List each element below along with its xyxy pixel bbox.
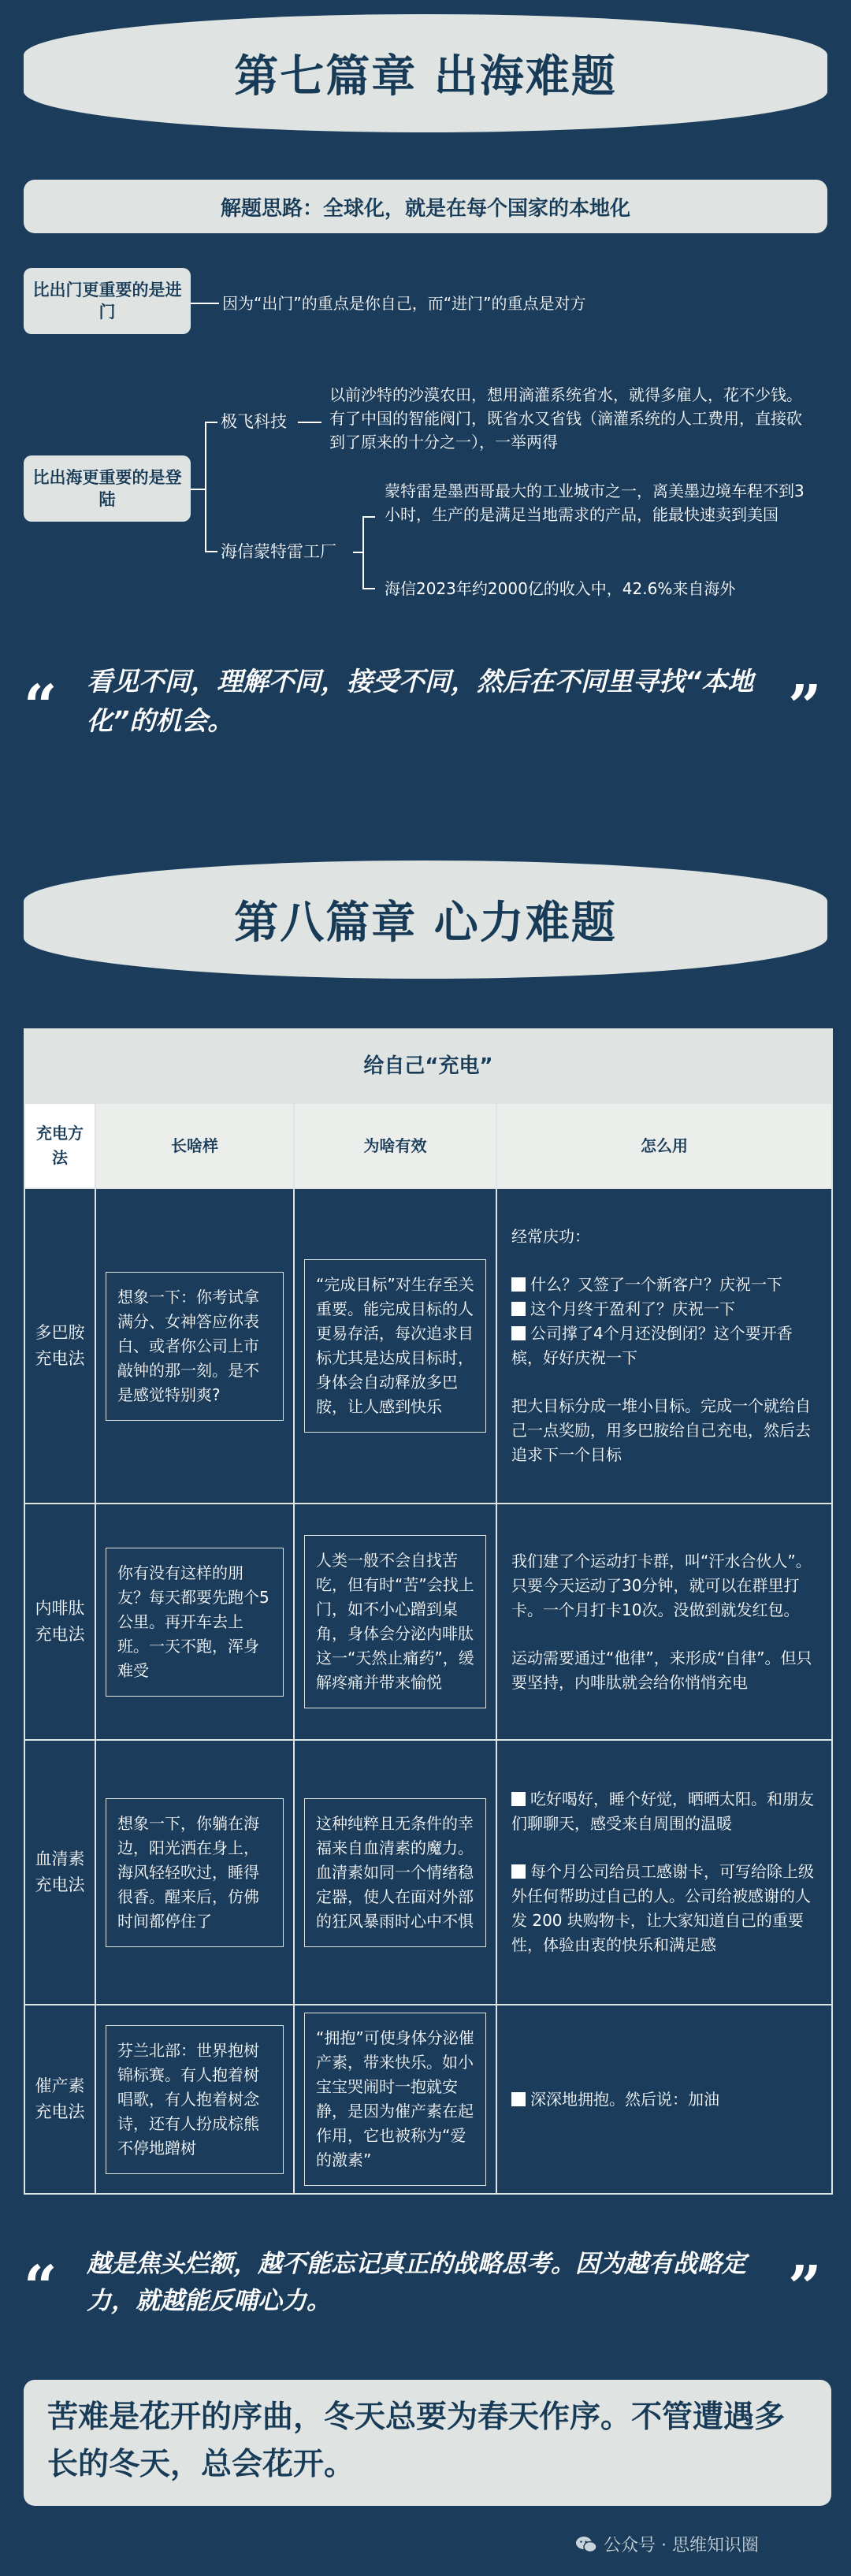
- table-row: [24, 2005, 832, 2194]
- node-landing: 比出海更重要的是登陆: [24, 455, 191, 522]
- row-how-p2: 运动需要通过“他律”，来形成“自律”。但只要坚持，内啡肽就会给你悄悄充电: [511, 1648, 812, 1692]
- row-method: 内啡肽充电法: [24, 1504, 95, 1740]
- footer-source: [575, 2532, 759, 2556]
- row-why: “完成目标”对生存至关重要。能完成目标的人更易存活，每次追求目标尤其是达成目标时，身体会自动释放多巴胺，让人感到快乐: [304, 1259, 486, 1433]
- connector-line: [353, 552, 362, 553]
- chapter8-quote: [24, 2246, 827, 2340]
- row-how-outro: 把大目标分成一堆小目标。完成一个就给自己一点奖励，用多巴胺给自己充电，然后去追求下一个目标: [511, 1396, 811, 1464]
- chapter7-banner: [24, 14, 827, 132]
- square-bullet-icon: [511, 1864, 526, 1879]
- connector-line: [362, 516, 375, 518]
- row-method: 血清素充电法: [24, 1740, 95, 2005]
- chapter8-banner: [24, 861, 827, 979]
- list-item: 吃好喝好，睡个好觉，晒晒太阳。和朋友们聊聊天，感受来自周围的温暖: [511, 1790, 814, 1833]
- connector-line: [298, 422, 321, 423]
- close-quote-icon: ”: [788, 2254, 822, 2321]
- table-row: [24, 1740, 832, 2005]
- charging-table: [24, 1028, 833, 2195]
- square-bullet-icon: [511, 1277, 526, 1292]
- list-item: 深深地拥抱。然后说：加油: [511, 2087, 817, 2112]
- square-bullet-icon: [511, 1326, 526, 1340]
- square-bullet-icon: [511, 1302, 526, 1316]
- row-method: 催产素充电法: [24, 2005, 95, 2194]
- connector-line: [191, 303, 219, 304]
- branch-hisense-desc-1: 蒙特雷是墨西哥最大的工业城市之一，离美墨边境车程不到3小时，生产的是满足当地需求的产品，能最快速卖到美国: [385, 481, 805, 524]
- table-row: [24, 1504, 832, 1740]
- chapter8-title: 第八篇章 心力难题: [234, 898, 617, 949]
- header-look: 长啥样: [95, 1103, 294, 1188]
- square-bullet-icon: [511, 2092, 526, 2106]
- row-why: 这种纯粹且无条件的幸福来自血清素的魔力。血清素如同一个情绪稳定器，使人在面对外部的狂风暴雨时心中不惧: [304, 1798, 486, 1947]
- wechat-icon: [575, 2536, 597, 2553]
- open-quote-icon: “: [24, 673, 58, 741]
- row-how-p1: 我们建了个运动打卡群，叫“汗水合伙人”。只要今天运动了30分钟，就可以在群里打卡。一个月打卡10次。没做到就发红包。: [511, 1551, 812, 1619]
- connector-line: [362, 516, 364, 589]
- header-why: 为啥有效: [294, 1103, 496, 1188]
- open-quote-icon: “: [24, 2254, 58, 2321]
- connector-line: [205, 422, 206, 552]
- closing-statement: 苦难是花开的序曲，冬天总要为春天作序。不管遭遇多长的冬天，总会花开。: [24, 2380, 831, 2506]
- connector-line: [205, 422, 217, 423]
- branch-hisense-desc-2: 海信2023年约2000亿的收入中，42.6%来自海外: [385, 579, 736, 598]
- footer-text: 公众号 · 思维知识圈: [604, 2536, 759, 2556]
- chapter7-quote-text: 看见不同，理解不同，接受不同，然后在不同里寻找“本地化”的机会。: [87, 666, 754, 736]
- row-method: 多巴胺充电法: [24, 1188, 95, 1504]
- list-item: 什么？又签了一个新客户？庆祝一下: [511, 1273, 817, 1297]
- list-item: 每个月公司给员工感谢卡，可写给除上级外任何帮助过自己的人。公司给被感谢的人发 200 块购物卡，让大家知道自己的重要性，体验由衷的快乐和满足感: [511, 1862, 814, 1954]
- row-how-intro: 经常庆功：: [511, 1227, 590, 1246]
- row-why: “拥抱”可使身体分泌催产素，带来快乐。如小宝宝哭闹时一抱就安静，是因为催产素在起作用，它也被称为“爱的激素”: [304, 2013, 486, 2186]
- row-look: 芬兰北部：世界抱树锦标赛。有人抱着树唱歌，有人抱着树念诗，还有人扮成棕熊不停地蹭树: [106, 2025, 284, 2174]
- branch-hisense: 海信蒙特雷工厂: [221, 542, 336, 561]
- row-look: 想象一下：你考试拿满分、女神答应你表白、或者你公司上市敲钟的那一刻。是不是感觉特别爽?: [106, 1272, 284, 1421]
- connector-line: [205, 551, 217, 552]
- connector-line: [362, 588, 375, 589]
- connector-line: [191, 489, 206, 490]
- header-how: 怎么用: [496, 1103, 832, 1188]
- node-enter-door-desc: 因为“出门”的重点是你自己，而“进门”的重点是对方: [222, 294, 586, 313]
- row-look: 你有没有这样的朋友？每天都要先跑个5公里。再开车去上班。一天不跑，浑身难受: [106, 1548, 284, 1697]
- row-why: 人类一般不会自找苦吃，但有时“苦”会找上门，如不小心蹭到桌角，身体会分泌内啡肽这一“天然止痛药”，缓解疼痛并带来愉悦: [304, 1535, 486, 1708]
- close-quote-icon: ”: [788, 673, 822, 741]
- table-row: [24, 1188, 832, 1504]
- node-enter-door: 比出门更重要的是进门: [24, 268, 191, 334]
- table-title: 给自己“充电”: [24, 1029, 832, 1103]
- square-bullet-icon: [511, 1792, 526, 1806]
- chapter7-title: 第七篇章 出海难题: [234, 51, 617, 102]
- chapter8-quote-text: 越是焦头烂额，越不能忘记真正的战略思考。因为越有战略定力，就越能反哺心力。: [87, 2250, 746, 2315]
- list-item: 公司撑了4个月还没倒闭？这个要开香槟，好好庆祝一下: [511, 1324, 793, 1367]
- list-item: 这个月终于盈利了？庆祝一下: [511, 1297, 817, 1321]
- chapter7-approach: 解题思路：全球化，就是在每个国家的本地化: [24, 180, 827, 233]
- chapter7-quote: [24, 662, 827, 756]
- branch-xag-desc: 以前沙特的沙漠农田，想用滴灌系统省水，就得多雇人，花不少钱。有了中国的智能阀门，既省水又省钱（滴灌系统的人工费用，直接砍到了原来的十分之一），一举两得: [329, 385, 802, 452]
- header-method: 充电方法: [24, 1103, 95, 1188]
- branch-xag: 极飞科技: [221, 412, 287, 431]
- row-look: 想象一下，你躺在海边，阳光洒在身上，海风轻轻吹过，睡得很香。醒来后，仿佛时间都停住了: [106, 1798, 284, 1947]
